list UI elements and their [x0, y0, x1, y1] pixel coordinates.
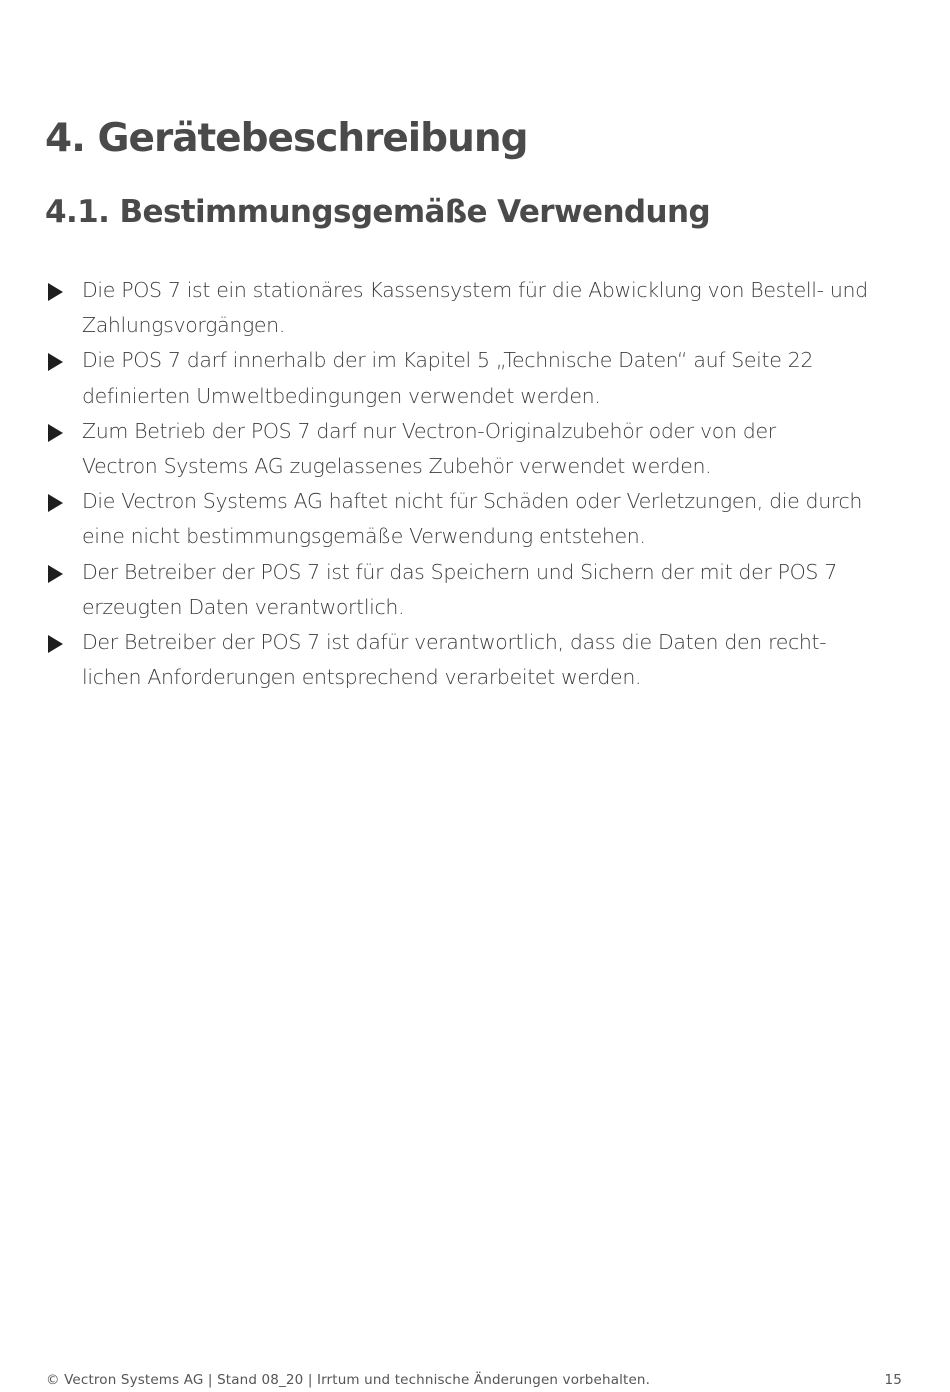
triangle-right-icon — [48, 353, 63, 371]
triangle-right-icon — [48, 565, 63, 583]
list-item — [45, 273, 915, 343]
page-number: 15 — [884, 1372, 902, 1388]
list-item — [45, 484, 915, 554]
footer-copyright: © Vectron Systems AG | Stand 08_20 | Irrtum und technische Änderungen vorbehalten. — [46, 1372, 651, 1388]
list-item-line: Der Betreiber der POS 7 ist für das Speichern und Sichern der mit der POS 7 — [82, 559, 837, 584]
triangle-right-icon — [48, 635, 63, 653]
list-item-line: Die POS 7 ist ein stationäres Kassensystem für die Abwicklung von Bestell- und — [82, 278, 868, 302]
list-item — [45, 555, 915, 625]
list-item-line: Die POS 7 darf innerhalb der im Kapitel 5 „Technische Daten“ auf Seite 22 — [82, 348, 814, 373]
list-item-line: Vectron Systems AG zugelassenes Zubehör verwendet werden. — [82, 454, 712, 479]
list-item-line: erzeugten Daten verantwortlich. — [82, 594, 405, 619]
list-item-line: Zum Betrieb der POS 7 darf nur Vectron-Originalzubehör oder von der — [82, 418, 776, 443]
list-item-line: Der Betreiber der POS 7 ist dafür verantwortlich, dass die Daten den recht- — [82, 630, 827, 655]
list-item — [45, 343, 915, 413]
list-item-line: lichen Anforderungen entsprechend verarbeitet werden. — [82, 665, 642, 690]
list-item — [45, 414, 915, 484]
list-item-line: definierten Umweltbedingungen verwendet werden. — [82, 383, 601, 408]
triangle-right-icon — [48, 494, 63, 512]
bullet-list — [45, 273, 915, 695]
triangle-right-icon — [48, 424, 63, 442]
list-item-line: Die Vectron Systems AG haftet nicht für Schäden oder Verletzungen, die durch — [82, 489, 863, 514]
list-item-line: eine nicht bestimmungsgemäße Verwendung entstehen. — [82, 524, 646, 549]
section-title: 4.1. Bestimmungsgemäße Verwendung — [45, 194, 711, 230]
page-footer — [46, 1372, 902, 1392]
list-item — [45, 625, 915, 695]
list-item-line: Zahlungsvorgängen. — [82, 313, 285, 338]
triangle-right-icon — [48, 283, 63, 301]
page-title: 4. Gerätebeschreibung — [45, 116, 528, 161]
